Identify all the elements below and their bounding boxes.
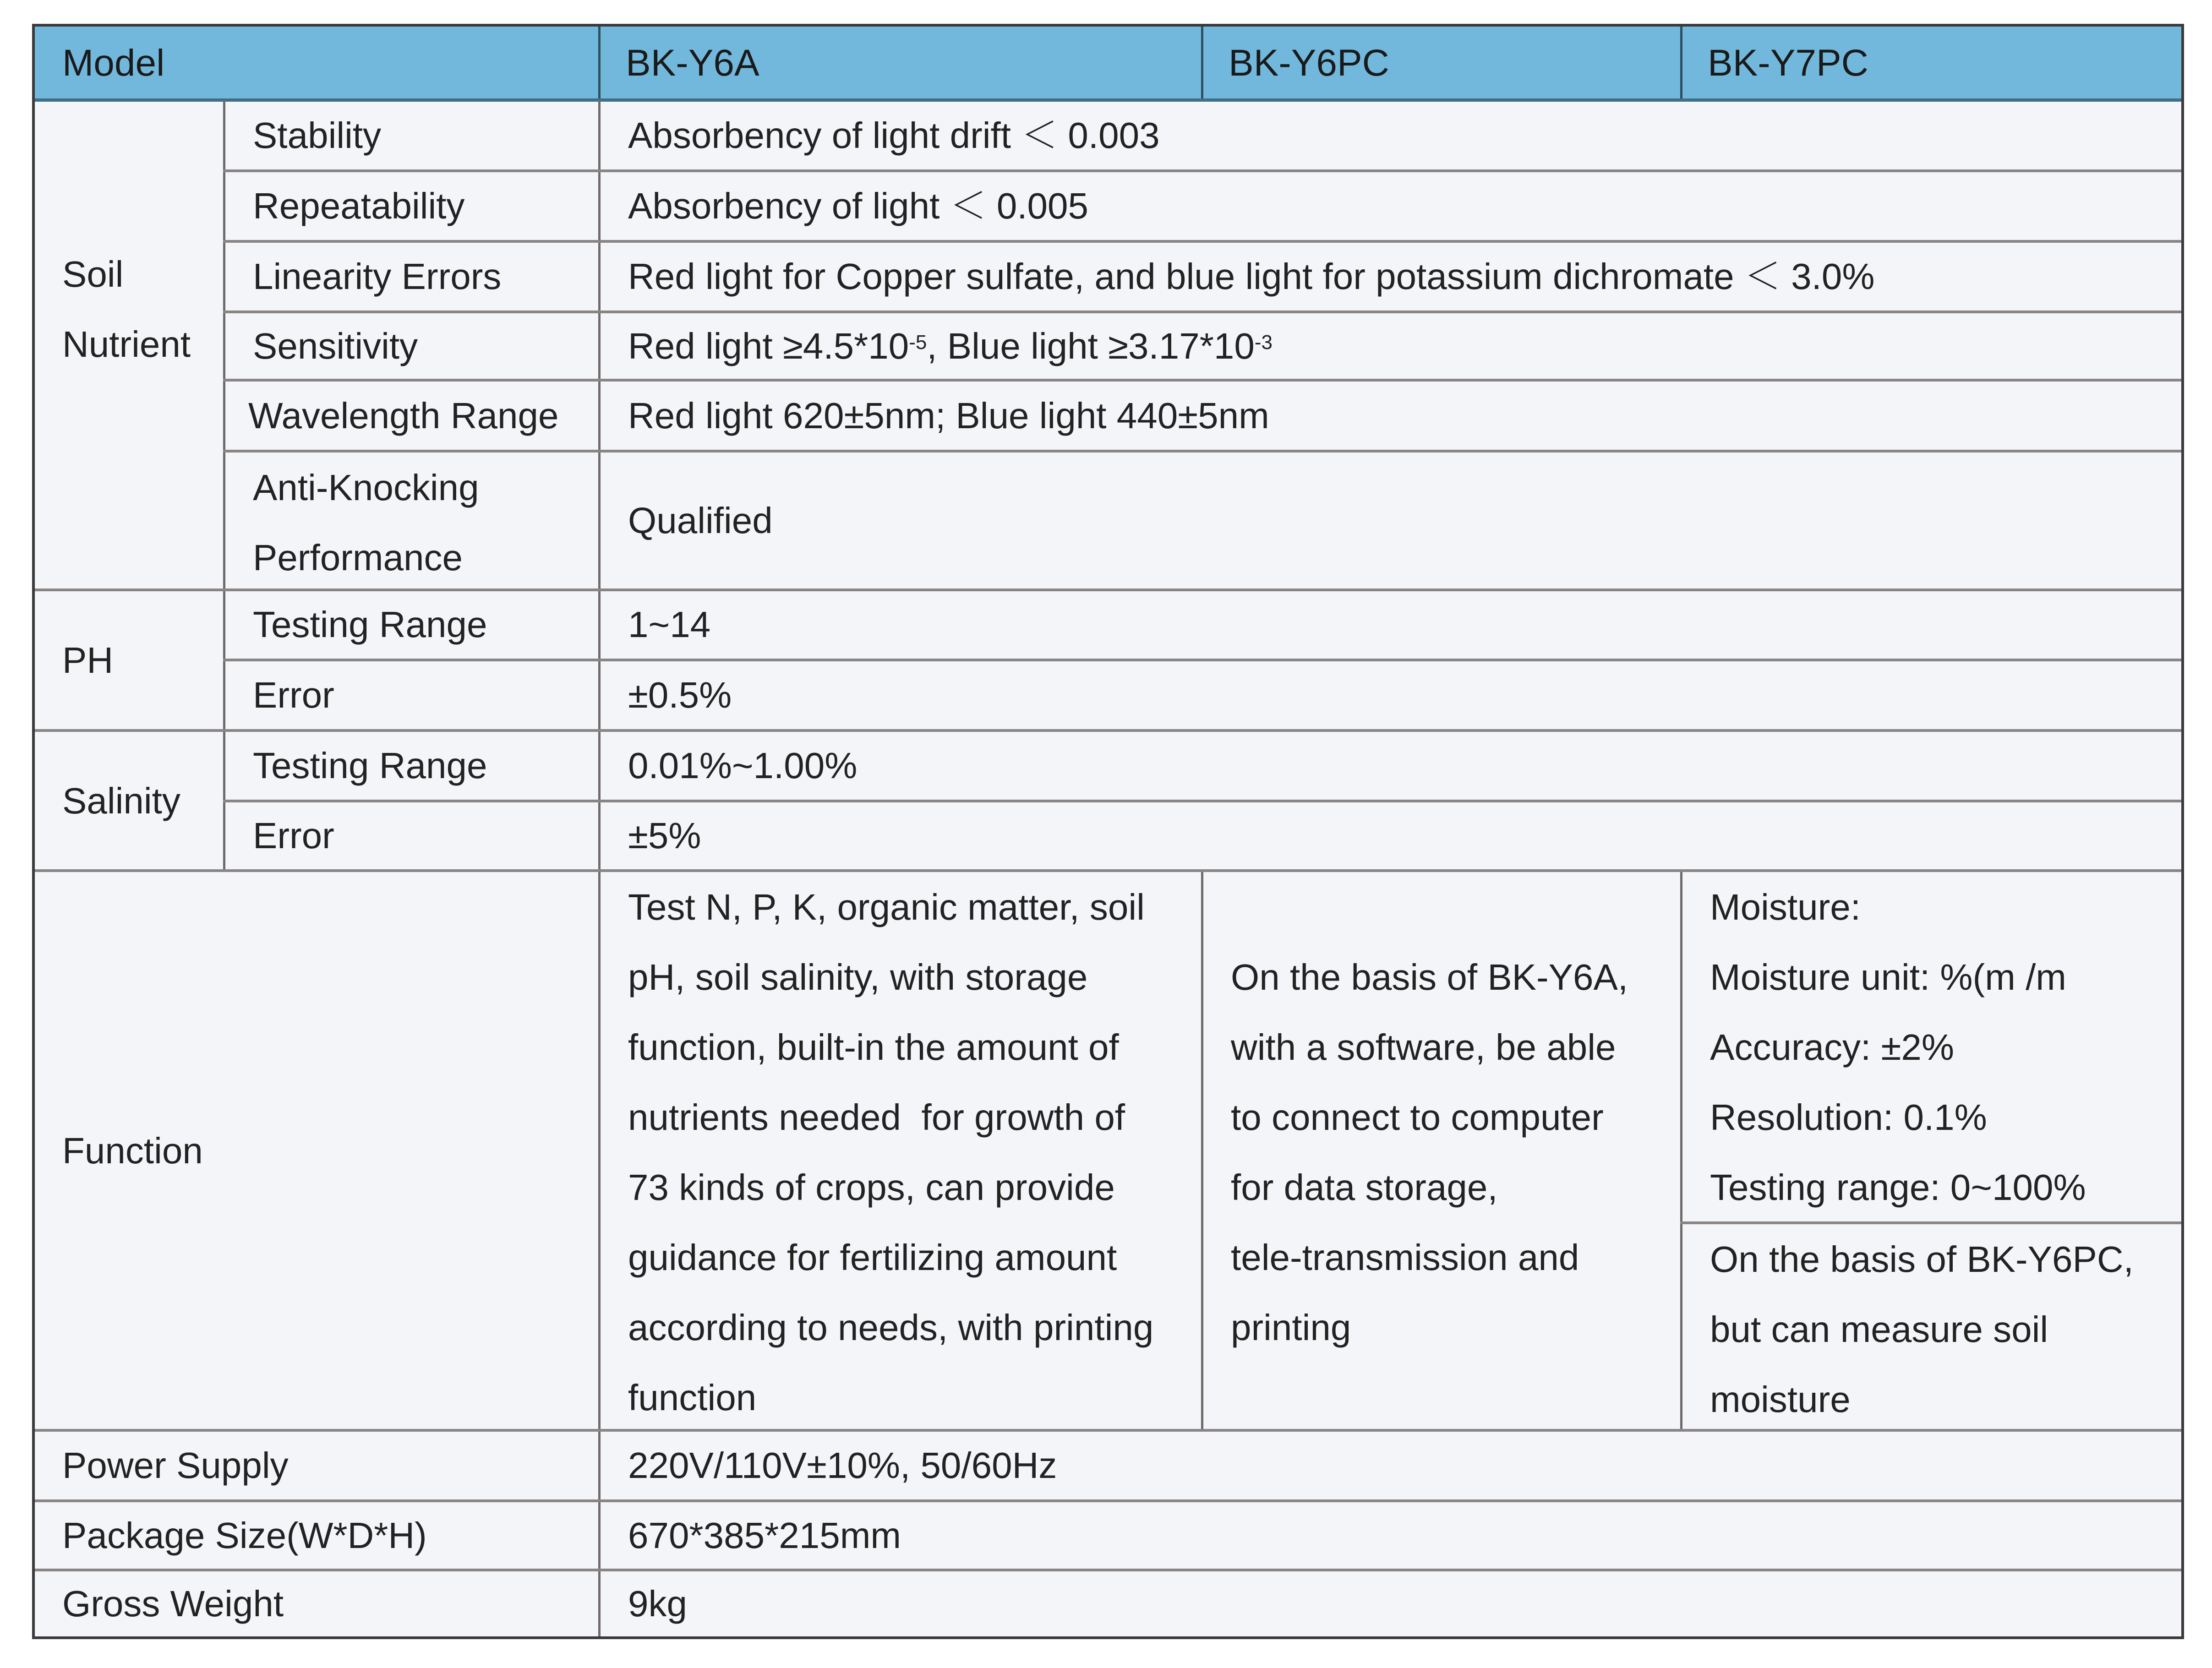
param-repeatability: Repeatability [253, 185, 465, 226]
function-bk-y7pc-moisture-line: Testing range: 0~100% [1710, 1167, 2086, 1208]
function-bk-y6pc-line: for data storage, [1231, 1167, 1498, 1208]
value-ph-testing-range: 1~14 [628, 604, 711, 645]
row-divider [35, 869, 2181, 872]
function-bk-y6pc-line: On the basis of BK-Y6A, [1231, 957, 1628, 998]
row-divider [35, 1429, 2181, 1432]
row-divider [223, 379, 2181, 382]
function-bk-y6pc-line: printing [1231, 1307, 1351, 1348]
row-divider [35, 1499, 2181, 1502]
function-bk-y7pc-moisture-line: Moisture unit: %(m /m [1710, 957, 2066, 998]
function-label: Function [62, 1130, 203, 1171]
function-bk-y7pc-moisture-line: Moisture: [1710, 887, 1861, 927]
header-divider [598, 27, 601, 100]
value-salinity-testing-range: 0.01%~1.00% [628, 745, 857, 786]
function-bk-y6a-line: nutrients needed for growth of [628, 1097, 1125, 1138]
gross-weight-label: Gross Weight [62, 1583, 284, 1624]
param-anti-knocking-line1: Anti-Knocking [253, 467, 479, 508]
column-divider [1201, 870, 1203, 1429]
group-nutrient-label: Nutrient [62, 324, 191, 365]
column-divider [223, 100, 225, 870]
row-divider [223, 311, 2181, 313]
row-divider [223, 450, 2181, 452]
value-salinity-error: ±5% [628, 815, 701, 856]
param-sensitivity: Sensitivity [253, 325, 418, 366]
param-salinity-error: Error [253, 815, 334, 856]
value-repeatability: Absorbency of light ＜ 0.005 [628, 185, 1089, 226]
power-supply-value: 220V/110V±10%, 50/60Hz [628, 1445, 1057, 1486]
function-bk-y7pc-moisture [1682, 872, 2181, 1222]
sensitivity-blue: , Blue light ≥3.17*10 [927, 325, 1255, 366]
function-bk-y6pc-line: tele-transmission and [1231, 1237, 1579, 1278]
param-ph-testing-range: Testing Range [253, 604, 487, 645]
row-divider [1680, 1221, 2181, 1224]
function-bk-y7pc-basis-line: On the basis of BK-Y6PC, [1710, 1239, 2134, 1280]
spec-table [32, 24, 2184, 1639]
function-bk-y6a-line: guidance for fertilizing amount [628, 1237, 1117, 1278]
row-divider [223, 169, 2181, 172]
function-bk-y7pc-moisture-line: Accuracy: ±2% [1710, 1027, 1954, 1068]
value-wavelength-range: Red light 620±5nm; Blue light 440±5nm [628, 395, 1269, 436]
param-ph-error: Error [253, 675, 334, 715]
header-model-bk-y6a: BK-Y6A [598, 27, 1201, 100]
function-bk-y6a-line: pH, soil salinity, with storage [628, 957, 1088, 998]
param-linearity-errors: Linearity Errors [253, 256, 502, 297]
group-salinity: Salinity [62, 780, 180, 821]
header-model-bk-y6pc: BK-Y6PC [1201, 27, 1680, 100]
column-divider [1680, 870, 1682, 1429]
group-soil-nutrient [35, 102, 223, 589]
function-bk-y6a-line: Test N, P, K, organic matter, soil [628, 887, 1145, 927]
header-divider [1201, 27, 1203, 100]
row-divider [35, 589, 2181, 591]
row-divider [35, 729, 2181, 732]
package-size-label: Package Size(W*D*H) [62, 1515, 427, 1556]
function-bk-y7pc-basis [1682, 1224, 2181, 1429]
value-anti-knocking-performance: Qualified [628, 500, 773, 541]
function-bk-y6a [601, 872, 1201, 1429]
function-bk-y7pc-basis-line: moisture [1710, 1379, 1851, 1420]
param-anti-knocking-line2: Performance [253, 537, 463, 578]
value-sensitivity: Red light ≥4.5*10 $^{-5}$ , Blue light ≥3.17*10 $^{-3}$ [628, 325, 1273, 366]
param-salinity-testing-range: Testing Range [253, 745, 487, 786]
header-divider [1680, 27, 1682, 100]
row-divider [35, 1569, 2181, 1571]
row-divider [223, 800, 2181, 802]
header-model-bk-y7pc: BK-Y7PC [1680, 27, 2181, 100]
package-size-value: 670*385*215mm [628, 1515, 901, 1556]
function-bk-y6a-line: function [628, 1377, 757, 1418]
function-bk-y6a-line: function, built-in the amount of [628, 1027, 1119, 1068]
function-bk-y6pc-line: to connect to computer [1231, 1097, 1604, 1138]
header-bottom-border [35, 98, 2181, 102]
function-bk-y6a-line: 73 kinds of crops, can provide [628, 1167, 1115, 1208]
power-supply-label: Power Supply [62, 1445, 289, 1486]
value-ph-error: ±0.5% [628, 675, 732, 715]
group-soil-label: Soil [62, 254, 124, 294]
param-stability: Stability [253, 115, 382, 156]
sensitivity-red: Red light ≥4.5*10 [628, 325, 909, 366]
header-model-label: Model [35, 27, 598, 100]
param-anti-knocking-performance [225, 452, 598, 589]
function-bk-y7pc-basis-line: but can measure soil [1710, 1309, 2048, 1350]
function-bk-y7pc-moisture-line: Resolution: 0.1% [1710, 1097, 1987, 1138]
function-bk-y6a-line: according to needs, with printing [628, 1307, 1154, 1348]
value-linearity-errors: Red light for Copper sulfate, and blue light for potassium dichromate ＜ 3.0% [628, 256, 1875, 297]
row-divider [223, 659, 2181, 661]
group-ph: PH [62, 639, 114, 681]
function-bk-y6pc [1203, 872, 1680, 1429]
gross-weight-value: 9kg [628, 1583, 687, 1624]
row-divider [223, 240, 2181, 243]
function-bk-y6pc-line: with a software, be able [1231, 1027, 1616, 1068]
column-divider [598, 100, 601, 1636]
value-stability: Absorbency of light drift ＜ 0.003 [628, 115, 1160, 156]
param-wavelength-range: Wavelength Range [248, 395, 559, 436]
